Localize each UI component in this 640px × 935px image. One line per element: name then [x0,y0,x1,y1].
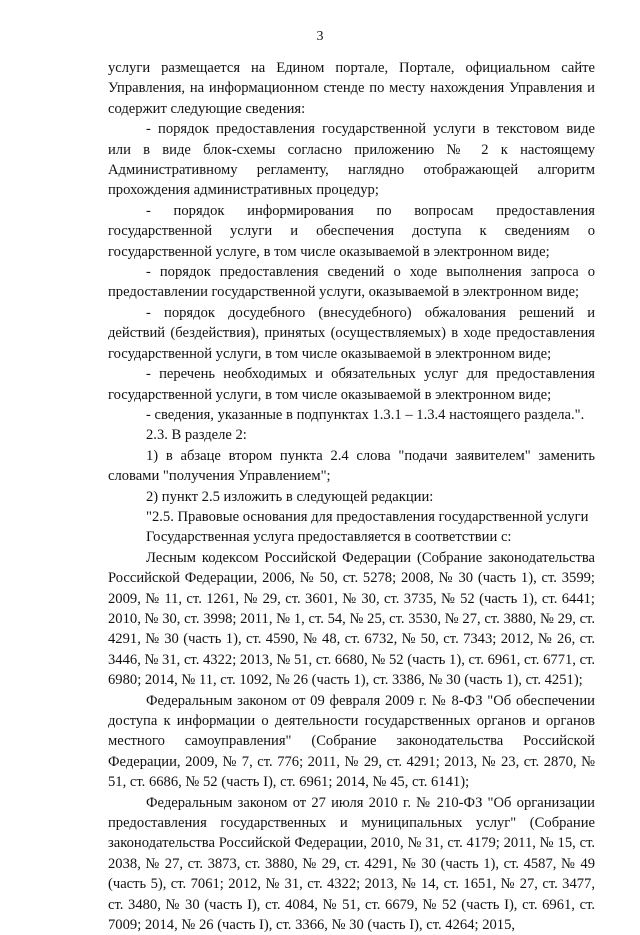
list-item-request-status-order: - порядок предоставления сведений о ходе выполнения запроса о предоставлении государственной услуги, оказываемой в электронном виде; [108,264,595,301]
list-item-required-services: - перечень необходимых и обязательных услуг для предоставления государственной услуги, в том числе оказываемой в электронном виде; [108,366,595,403]
amendment-item-2: 2) пункт 2.5 изложить в следующей редакции: [146,488,434,505]
paragraph-federal-law-8fz: Федеральным законом от 09 февраля 2009 г. № 8-ФЗ "Об обеспечении доступа к информации о деятельности государственных органов и органов местного самоуправления" (Собрание законодательства Российской Федерации, 2009, № 7, ст. 776; 2011, № 29, ст. 4291; 2013, № 23, ст. 2870, № 51, ст. 6686, № 52 (часть I), ст. 6961; 2014, № 45, ст. 6141); [108,692,595,791]
paragraph-federal-law-210fz: Федеральным законом от 27 июля 2010 г. № 210-ФЗ "Об организации предоставления государственных и муниципальных услуг" (Собрание законодательства Российской Федерации, 2010, № 31, ст. 4179; 2011, № 15, ст. 2038, № 27, ст. 3873, ст. 3880, № 29, ст. 4291, № 30 (часть 1), ст. 4587, № 49 (часть 5), ст. 7061; 2012, № 31, ст. 4322; 2013, № 14, ст. 1651, № 27, ст. 3477, ст. 3480, № 30 (часть I), ст. 4084, № 51, ст. 6679, № 52 (часть I), ст. 6961, ст. 7009; 2014, № 26 (часть I), ст. 3366, № 30 (часть I), ст. 4264; 2015, [108,794,595,934]
amendment-item-1: 1) в абзаце втором пункта 2.4 слова "подачи заявителем" заменить словами "получения Управлением"; [108,447,595,485]
document-body [108,58,595,935]
list-item-procedure-order: - порядок предоставления государственной услуги в текстовом виде или в виде блок-схемы согласно приложению № 2 к настоящему Административному регламенту, наглядно отображающей алгоритм прохождения административных процедур; [108,121,595,199]
list-item-appeal-order: - порядок досудебного (внесудебного) обжалования решений и действий (бездействия), принятых (осуществляемых) в ходе предоставления государственной услуги, в том числе оказываемой в электронном виде; [108,304,595,362]
paragraph-forest-code: Лесным кодексом Российской Федерации (Собрание законодательства Российской Федерации, 2006, № 50, ст. 5278; 2008, № 30 (часть 1), ст. 3599; 2009, № 11, ст. 1261, № 29, ст. 3601, № 30, ст. 3735, № 52 (часть 1), ст. 6441; 2010, № 30, ст. 3998; 2011, № 1, ст. 54, № 25, ст. 3530, № 27, ст. 3880, № 29, ст. 4291, № 30 (часть 1), ст. 4590, № 48, ст. 6732, № 50, ст. 7343; 2012, № 26, ст. 3446, № 31, ст. 4322; 2013, № 51, ст. 6680, № 52 (часть 1), ст. 6961, ст. 6771, ст. 6980; 2014, № 11, ст. 1092, № 26 (часть 1), ст. 3386, № 30 (часть 1), ст. 4251); [108,549,595,689]
section-heading-2-3: 2.3. В разделе 2: [146,427,247,444]
page-number: 3 [316,29,324,44]
list-item-subpoint-info: - сведения, указанные в подпунктах 1.3.1 – 1.3.4 настоящего раздела.". [146,406,585,423]
paragraph-legal-basis-intro: Государственная услуга предоставляется в соответствии с: [146,529,512,546]
subsection-heading-2-5: "2.5. Правовые основания для предоставления государственной услуги [146,508,589,525]
paragraph-continuation: услуги размещается на Едином портале, Портале, официальном сайте Управления, на информационном стенде по месту нахождения Управления и содержит следующие сведения: [108,60,595,117]
list-item-informing-order: - порядок информирования по вопросам предоставления государственной услуги и обеспечения доступа к сведениям о государственной услуге, в том числе оказываемой в электронном виде; [108,202,595,260]
